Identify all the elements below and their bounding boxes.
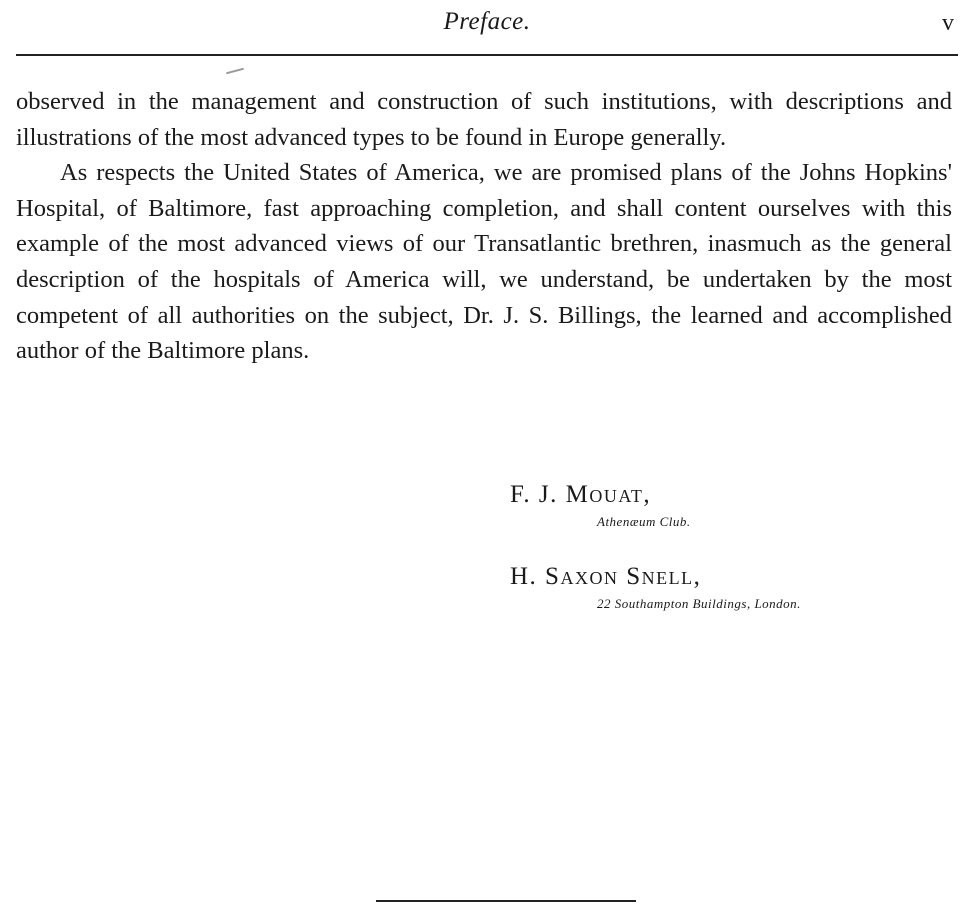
- signature-snell: [510, 560, 950, 612]
- header-rule: [16, 54, 958, 56]
- running-title: Preface.: [443, 8, 531, 35]
- paragraph-continued: observed in the management and construction of such institutions, with descriptions and illustrations of the most advanced types to be found in Europe generally.: [16, 88, 952, 151]
- signature-mouat: [510, 478, 950, 530]
- signatory-name: F. J. Mouat,: [510, 481, 652, 508]
- body-text: [16, 84, 952, 369]
- ink-smudge: [226, 68, 244, 75]
- running-head: [16, 8, 958, 44]
- page-number: v: [942, 10, 954, 36]
- signatory-name: H. Saxon Snell,: [510, 563, 702, 590]
- footer-rule: [376, 900, 636, 902]
- signatory-address: 22 Southampton Buildings, London.: [597, 596, 801, 611]
- paragraph-main: As respects the United States of America, we are promised plans of the Johns Hopkins' Hospital, of Baltimore, fast approaching completion, and shall content ourselves with this example of the most advanced views of our Transatlantic brethren, inasmuch as the general description of the hospitals of America will, we understand, be undertaken by the most competent of all authorities on the subject, Dr. J. S. Billings, the learned and accomplished author of the Baltimore plans.: [16, 159, 952, 365]
- signatory-address: Athenæum Club.: [597, 514, 691, 529]
